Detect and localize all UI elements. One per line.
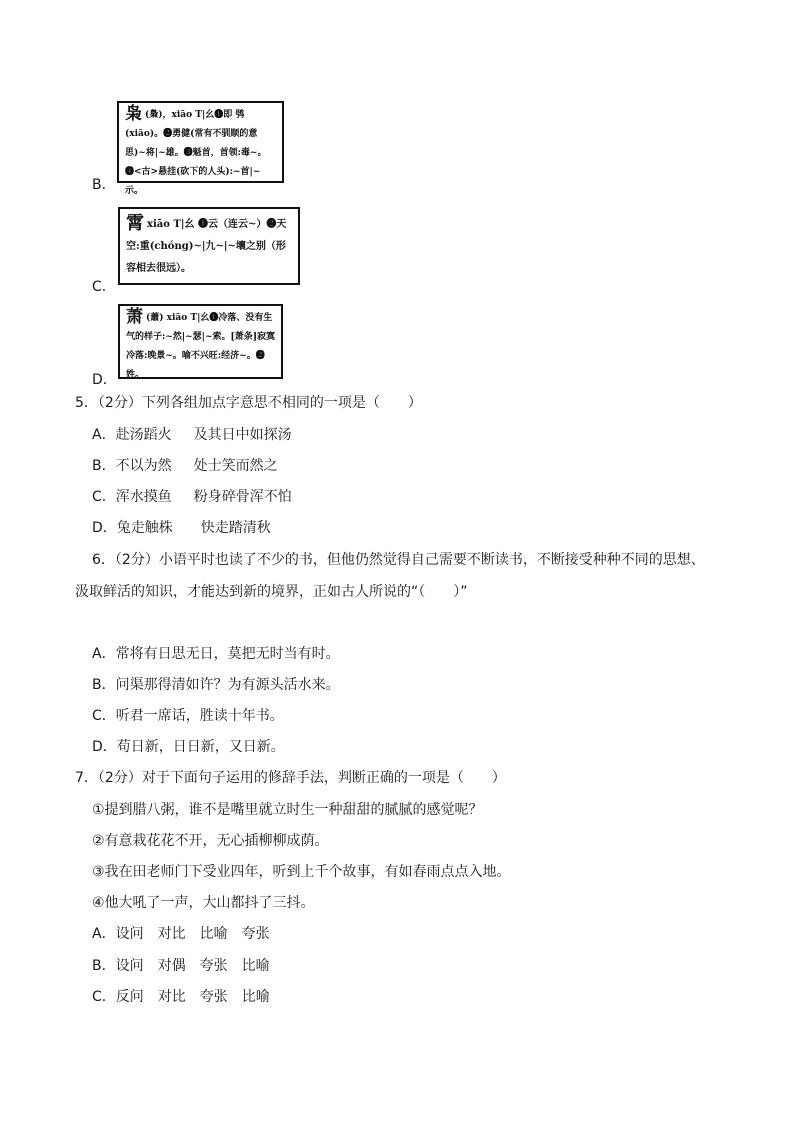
option-phrase-2: 快走踏清秋 [200, 520, 271, 536]
q5-option-c[interactable] [92, 486, 292, 506]
q6-stem-line-1: 6．（2分）小语平时也读了不少的书，但他仍然觉得自己需要不断读书，不断接受种种不同的思想、 [92, 552, 705, 568]
q7-option-c[interactable]: C．反问 对比 夸张 比喻 [92, 989, 270, 1005]
dict-definition: xiāo T|幺 ❶云（连云~）❷天空:重(chóng)~|九~|~壤之别（形容相去很远）。 [126, 219, 287, 274]
option-phrase-2: 粉身碎骨浑不怕 [193, 489, 292, 505]
q6-option-d[interactable]: D．苟日新，日日新，又日新。 [92, 739, 285, 755]
q4-option-b-label: B． [92, 177, 116, 193]
option-phrase-2: 及其日中如探汤 [193, 427, 292, 443]
q7-option-b[interactable]: B．设问 对偶 夸张 比喻 [92, 958, 270, 974]
dict-definition: (梟)，xiāo T|幺❶即 鸮(xiāo)。❷勇健(常有不驯顺的意思)~将|~雄。❸魁首，首领:毒~。❹<古>悬挂(砍下的人头):~首|~示。 [125, 110, 267, 196]
option-phrase-1: 兔走触株 [116, 520, 173, 536]
dict-headword: 枭 [125, 104, 142, 124]
q4-option-b-dict-entry[interactable] [117, 101, 284, 196]
option-phrase-1: 浑水摸鱼 [115, 489, 172, 505]
option-phrase-2: 处士笑而然之 [193, 458, 278, 474]
q4-option-c-label: C． [92, 279, 116, 295]
q7-sentence-4: ④他大吼了一声，大山都抖了三抖。 [92, 895, 315, 911]
q5-option-a[interactable] [92, 424, 292, 444]
q6-stem-line-2: 汲取鲜活的知识，才能达到新的境界，正如古人所说的“（ ）” [75, 584, 468, 600]
option-label: B． [92, 458, 116, 474]
option-label: A． [92, 427, 116, 443]
q6-option-b[interactable]: B．问渠那得清如许？为有源头活水来。 [92, 677, 340, 693]
q6-option-c[interactable]: C．听君一席话，胜读十年书。 [92, 708, 284, 724]
option-phrase-1: 不以为然 [115, 458, 172, 474]
q5-stem: 5．（2分）下列各组加点字意思不相同的一项是（ ） [75, 395, 422, 411]
q5-option-d[interactable] [92, 517, 271, 537]
q7-stem: 7．（2分）对于下面句子运用的修辞手法，判断正确的一项是（ ） [75, 770, 506, 786]
option-label: C． [92, 489, 116, 505]
q7-sentence-1: ①提到腊八粥，谁不是嘴里就立时生一种甜甜的腻腻的感觉呢？ [92, 802, 483, 818]
dict-headword: 萧 [126, 307, 143, 327]
q6-option-a[interactable]: A．常将有日思无日，莫把无时当有时。 [92, 646, 340, 662]
q7-option-a[interactable]: A．设问 对比 比喻 夸张 [92, 926, 270, 942]
q7-sentence-3: ③我在田老师门下受业四年，听到上千个故事，有如春雨点点入地。 [92, 864, 511, 880]
option-label: D． [92, 520, 117, 536]
q4-option-d-label: D． [92, 372, 117, 388]
dict-definition: (蕭) xiāo T|幺❶冷落、没有生气的样子:~然|~瑟|~索。[萧条]寂寞冷落:晚景~。喻不兴旺:经济~。❷姓。 [126, 313, 276, 380]
q4-option-c-dict-entry[interactable] [118, 207, 300, 285]
q4-option-d-dict-entry[interactable] [118, 304, 283, 379]
option-phrase-1: 赴汤蹈火 [115, 427, 172, 443]
q7-sentence-2: ②有意栽花花不开，无心插柳柳成荫。 [92, 833, 329, 849]
dict-headword: 霄 [126, 213, 144, 234]
q5-option-b[interactable] [92, 455, 278, 475]
